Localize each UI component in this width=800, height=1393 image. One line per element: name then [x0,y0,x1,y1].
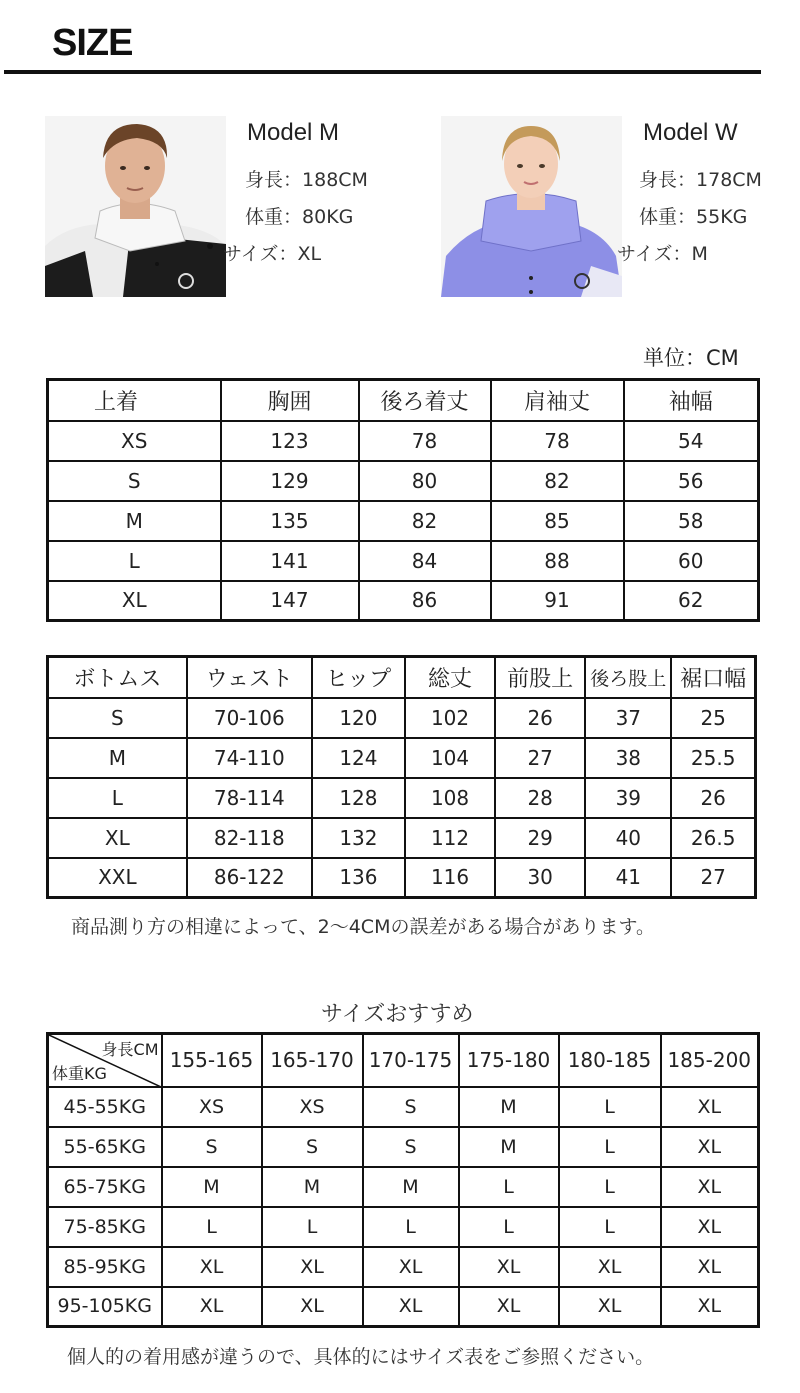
table-header: 胸囲 [221,380,359,421]
model-w-photo [441,116,622,297]
table-cell: 141 [221,541,359,581]
table-cell: XL [459,1287,559,1327]
table-header: 袖幅 [624,380,759,421]
measurement-note: 商品測り方の相違によって、2～4CMの誤差がある場合があります。 [71,916,655,938]
table-cell: XL [661,1247,759,1287]
bottoms-size-table [46,655,757,899]
model-w-size [617,239,708,266]
table-cell: XL [661,1127,759,1167]
height-value: 178CM [696,169,762,191]
model-m-height [245,165,368,192]
weight-label: 体重： [245,206,303,228]
footer-note: 個人的の着用感が違うので、具体的にはサイズ表をご参照ください。 [67,1346,655,1368]
table-cell: 27 [671,858,755,898]
table-cell: 82 [359,501,491,541]
model-w-weight [639,202,747,229]
table-row [48,738,756,778]
table-cell: XL [661,1167,759,1207]
weight-cell: 65-75KG [48,1167,162,1207]
table-header: 肩袖丈 [491,380,624,421]
table-cell: 82 [491,461,624,501]
model-w-height [639,165,762,192]
table-cell: 123 [221,421,359,461]
table-cell: XL [262,1247,363,1287]
size-cell: L [48,541,221,581]
table-cell: 26.5 [671,818,755,858]
model-m-weight [245,202,353,229]
weight-cell: 95-105KG [48,1287,162,1327]
table-cell: L [559,1127,661,1167]
table-row [48,818,756,858]
height-label: 身長： [639,169,697,191]
table-cell: L [559,1207,661,1247]
table-cell: 39 [585,778,671,818]
table-row [48,461,759,501]
recommend-size-table [46,1032,760,1328]
table-cell: 40 [585,818,671,858]
table-cell: 60 [624,541,759,581]
recommend-title: サイズおすすめ [321,1002,474,1027]
size-value: M [691,243,708,265]
size-cell: M [48,501,221,541]
table-cell: L [363,1207,459,1247]
table-header: ウェスト [187,657,312,698]
table-header: 185-200 [661,1034,759,1087]
unit-label: 単位：CM [643,346,739,370]
table-cell: 120 [312,698,405,738]
table-cell: 78-114 [187,778,312,818]
table-cell: 84 [359,541,491,581]
size-cell: XL [48,581,221,621]
table-cell: 62 [624,581,759,621]
table-header-row [48,380,759,421]
size-cell: XL [48,818,187,858]
title-divider [4,70,761,74]
size-label: サイズ： [223,243,298,265]
table-cell: 56 [624,461,759,501]
table-cell: XL [661,1207,759,1247]
size-label: サイズ： [617,243,692,265]
table-cell: 28 [495,778,585,818]
corner-weight-label: 体重KG [52,1063,107,1083]
table-cell: XS [162,1087,262,1127]
weight-cell: 45-55KG [48,1087,162,1127]
table-header: 後ろ着丈 [359,380,491,421]
table-cell: M [262,1167,363,1207]
table-cell: XL [661,1287,759,1327]
weight-label: 体重： [639,206,697,228]
table-cell: 108 [405,778,495,818]
size-value: XL [297,243,322,265]
table-cell: 41 [585,858,671,898]
table-cell: 132 [312,818,405,858]
table-cell: M [162,1167,262,1207]
table-row [48,421,759,461]
table-row [48,1287,759,1327]
table-cell: L [459,1167,559,1207]
weight-cell: 55-65KG [48,1127,162,1167]
table-cell: XL [162,1247,262,1287]
weight-value: 55KG [696,206,748,228]
table-header: 総丈 [405,657,495,698]
corner-height-label: 身長CM [101,1040,159,1059]
weight-cell: 75-85KG [48,1207,162,1247]
table-cell: 128 [312,778,405,818]
table-cell: 38 [585,738,671,778]
table-header: 165-170 [262,1034,363,1087]
table-cell: 58 [624,501,759,541]
table-row [48,778,756,818]
table-row [48,858,756,898]
table-cell: M [459,1087,559,1127]
table-header-row [48,1034,759,1087]
size-cell: L [48,778,187,818]
table-header: ボトムス [48,657,187,698]
table-cell: XL [363,1287,459,1327]
table-cell: XL [459,1247,559,1287]
table-header: 後ろ股上 [585,657,671,698]
table-cell: 74-110 [187,738,312,778]
table-header: ヒップ [312,657,405,698]
table-row [48,501,759,541]
table-cell: 37 [585,698,671,738]
table-row [48,1207,759,1247]
table-header: 175-180 [459,1034,559,1087]
table-row [48,1087,759,1127]
table-cell: 104 [405,738,495,778]
table-cell: XS [262,1087,363,1127]
table-cell: L [459,1207,559,1247]
table-cell: XL [262,1287,363,1327]
model-m-photo [45,116,226,297]
table-cell: 124 [312,738,405,778]
table-row [48,1247,759,1287]
table-cell: S [363,1087,459,1127]
table-cell: 88 [491,541,624,581]
table-cell: L [262,1207,363,1247]
table-cell: 80 [359,461,491,501]
size-cell: S [48,698,187,738]
table-cell: 86 [359,581,491,621]
table-cell: 82-118 [187,818,312,858]
height-value: 188CM [302,169,368,191]
table-cell: XL [162,1287,262,1327]
table-row [48,698,756,738]
page-title: SIZE [52,22,133,64]
table-cell: XL [363,1247,459,1287]
table-row [48,1127,759,1167]
size-cell: S [48,461,221,501]
height-label: 身長： [245,169,303,191]
table-header-row [48,657,756,698]
table-cell: 78 [491,421,624,461]
size-cell: M [48,738,187,778]
model-m-name: Model M [247,119,340,146]
table-header: 上着 [48,380,221,421]
table-cell: 116 [405,858,495,898]
table-header: 前股上 [495,657,585,698]
table-cell: XL [661,1087,759,1127]
size-cell: XXL [48,858,187,898]
table-cell: 112 [405,818,495,858]
table-cell: 25 [671,698,755,738]
corner-cell [48,1034,162,1087]
table-header: 155-165 [162,1034,262,1087]
table-cell: 78 [359,421,491,461]
table-cell: XL [559,1247,661,1287]
table-cell: 54 [624,421,759,461]
table-cell: 129 [221,461,359,501]
table-cell: 29 [495,818,585,858]
table-cell: S [363,1127,459,1167]
size-cell: XS [48,421,221,461]
table-cell: S [162,1127,262,1167]
weight-value: 80KG [302,206,354,228]
table-cell: 27 [495,738,585,778]
model-m-size [223,239,321,266]
table-cell: 136 [312,858,405,898]
table-row [48,581,759,621]
table-cell: 135 [221,501,359,541]
table-header: 裾口幅 [671,657,755,698]
table-row [48,1167,759,1207]
table-cell: XL [559,1287,661,1327]
table-cell: S [262,1127,363,1167]
table-cell: 26 [495,698,585,738]
table-header: 180-185 [559,1034,661,1087]
weight-cell: 85-95KG [48,1247,162,1287]
table-cell: 26 [671,778,755,818]
table-cell: 85 [491,501,624,541]
table-cell: 30 [495,858,585,898]
table-cell: L [559,1087,661,1127]
table-cell: 86-122 [187,858,312,898]
table-header: 170-175 [363,1034,459,1087]
table-cell: 147 [221,581,359,621]
model-w-name: Model W [643,119,738,146]
table-cell: L [162,1207,262,1247]
table-row [48,541,759,581]
jacket-size-table [46,378,760,622]
table-cell: 70-106 [187,698,312,738]
table-cell: 91 [491,581,624,621]
table-cell: L [559,1167,661,1207]
table-cell: 25.5 [671,738,755,778]
table-cell: M [459,1127,559,1167]
table-cell: M [363,1167,459,1207]
table-cell: 102 [405,698,495,738]
